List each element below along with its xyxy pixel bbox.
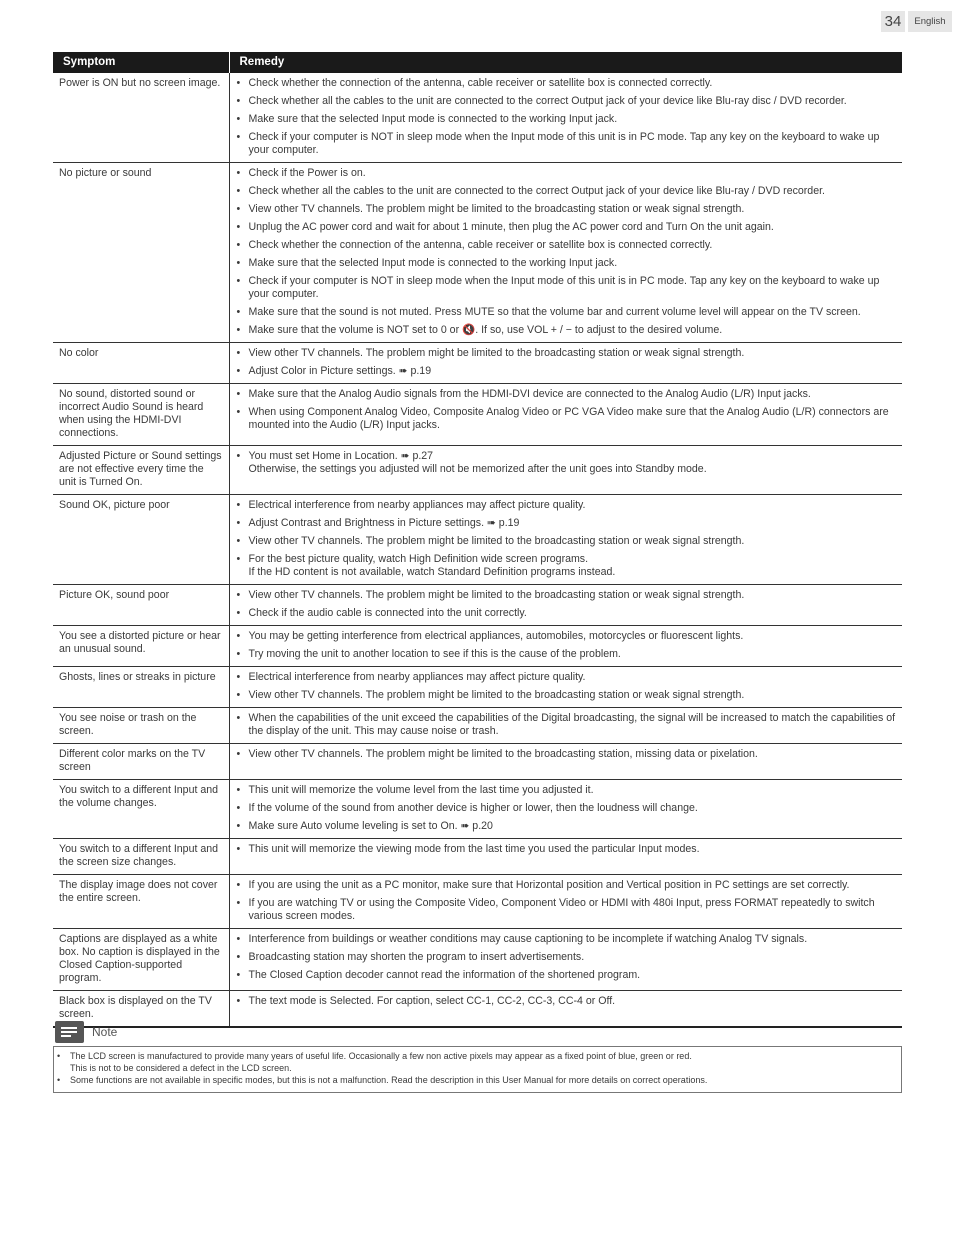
symptom-cell: No picture or sound [53, 163, 229, 343]
remedy-cell [229, 929, 902, 991]
remedy-cell [229, 875, 902, 929]
table-header-row [53, 52, 902, 73]
remedy-item: • View other TV channels. The problem might be limited to the broadcasting station or weak signal strength. [236, 535, 897, 548]
symptom-cell: Ghosts, lines or streaks in picture [53, 667, 229, 708]
symptom-cell: You see noise or trash on the screen. [53, 708, 229, 744]
remedy-cell [229, 495, 902, 585]
table-row [53, 875, 902, 929]
symptom-cell: Power is ON but no screen image. [53, 73, 229, 163]
remedy-item: • View other TV channels. The problem might be limited to the broadcasting station or weak signal strength. [236, 689, 897, 702]
remedy-item: • Make sure that the volume is NOT set to 0 or 🔇. If so, use VOL + / − to adjust to the desired volume. [236, 324, 897, 337]
remedy-item: • If you are watching TV or using the Composite Video, Component Video or HDMI with 480i Input, press FORMAT repeatedly to switch various screen modes. [236, 897, 897, 923]
troubleshooting-table [53, 52, 902, 1028]
table-row [53, 744, 902, 780]
remedy-item: • This unit will memorize the volume level from the last time you adjusted it. [236, 784, 897, 797]
remedy-item: • The Closed Caption decoder cannot read the information of the shortened program. [236, 969, 897, 982]
remedy-column-header: Remedy [229, 52, 902, 73]
remedy-item: • When using Component Analog Video, Composite Analog Video or PC VGA Video make sure that the Analog Audio (L/R) connectors are mounted into the Audio (L/R) Input jacks. [236, 406, 897, 432]
remedy-item: • Check if your computer is NOT in sleep mode when the Input mode of this unit is in PC mode. Tap any key on the keyboard to wake up your computer. [236, 131, 897, 157]
remedy-list [236, 671, 897, 702]
remedy-cell [229, 384, 902, 446]
table-row [53, 929, 902, 991]
table-row [53, 73, 902, 163]
note-list [54, 1050, 901, 1086]
remedy-item: • Make sure that the selected Input mode is connected to the working Input jack. [236, 257, 897, 270]
remedy-item: • If the volume of the sound from another device is higher or lower, then the loudness will change. [236, 802, 897, 815]
remedy-item: • Make sure that the selected Input mode is connected to the working Input jack. [236, 113, 897, 126]
remedy-cell [229, 343, 902, 384]
remedy-item: • You must set Home in Location. ➠ p.27 Otherwise, the settings you adjusted will not be memorized after the unit goes into Standby mode. [236, 450, 897, 476]
table-row [53, 495, 902, 585]
note-box [53, 1046, 902, 1093]
remedy-item: • Check if the Power is on. [236, 167, 897, 180]
note-title: Note [92, 1025, 118, 1039]
remedy-list [236, 347, 897, 378]
remedy-list [236, 589, 897, 620]
remedy-item: • The text mode is Selected. For caption, select CC-1, CC-2, CC-3, CC-4 or Off. [236, 995, 897, 1008]
remedy-item: • Unplug the AC power cord and wait for about 1 minute, then plug the AC power cord and Turn On the unit again. [236, 221, 897, 234]
remedy-cell [229, 73, 902, 163]
remedy-item: • View other TV channels. The problem might be limited to the broadcasting station or weak signal strength. [236, 203, 897, 216]
table-row [53, 384, 902, 446]
symptom-cell: Captions are displayed as a white box. No caption is displayed in the Closed Caption-supported program. [53, 929, 229, 991]
remedy-item: • Try moving the unit to another location to see if this is the cause of the problem. [236, 648, 897, 661]
remedy-list [236, 630, 897, 661]
symptom-cell: No sound, distorted sound or incorrect Audio Sound is heard when using the HDMI-DVI connections. [53, 384, 229, 446]
remedy-item: • View other TV channels. The problem might be limited to the broadcasting station, missing data or pixelation. [236, 748, 897, 761]
remedy-list [236, 499, 897, 579]
table-body [53, 73, 902, 1027]
remedy-item: • If you are using the unit as a PC monitor, make sure that Horizontal position and Vertical position in PC settings are set correctly. [236, 879, 897, 892]
remedy-cell [229, 667, 902, 708]
remedy-cell [229, 585, 902, 626]
symptom-cell: Adjusted Picture or Sound settings are not effective every time the unit is Turned On. [53, 446, 229, 495]
remedy-list [236, 784, 897, 833]
remedy-item: • For the best picture quality, watch High Definition wide screen programs. If the HD content is not available, watch Standard Definition programs instead. [236, 553, 897, 579]
table-row [53, 343, 902, 384]
table-row [53, 839, 902, 875]
symptom-cell: You see a distorted picture or hear an unusual sound. [53, 626, 229, 667]
remedy-item: • Check whether all the cables to the unit are connected to the correct Output jack of your device like Blu-ray / DVD recorder. [236, 185, 897, 198]
note-item: • The LCD screen is manufactured to provide many years of useful life. Occasionally a few non active pixels may appear as a fixed point of blue, green or red. This is not to be considered a defect in the LCD screen. [54, 1050, 901, 1074]
remedy-list [236, 995, 897, 1008]
table-row [53, 626, 902, 667]
remedy-list [236, 712, 897, 738]
remedy-item: • When the capabilities of the unit exceed the capabilities of the Digital broadcasting, the signal will be increased to match the capabilities of the display of the unit. This may cause noise or trash. [236, 712, 897, 738]
symptom-cell: Sound OK, picture poor [53, 495, 229, 585]
remedy-item: • Check whether the connection of the antenna, cable receiver or satellite box is connected correctly. [236, 239, 897, 252]
remedy-cell [229, 163, 902, 343]
remedy-cell [229, 446, 902, 495]
remedy-item: • Check if the audio cable is connected into the unit correctly. [236, 607, 897, 620]
symptom-cell: The display image does not cover the entire screen. [53, 875, 229, 929]
table-row [53, 991, 902, 1028]
note-icon [55, 1021, 84, 1043]
remedy-cell [229, 991, 902, 1028]
remedy-cell [229, 708, 902, 744]
remedy-item: • Adjust Color in Picture settings. ➠ p.19 [236, 365, 897, 378]
symptom-cell: No color [53, 343, 229, 384]
remedy-item: • Check whether the connection of the antenna, cable receiver or satellite box is connected correctly. [236, 77, 897, 90]
symptom-column-header: Symptom [53, 52, 229, 73]
remedy-item: • This unit will memorize the viewing mode from the last time you used the particular Input modes. [236, 843, 897, 856]
remedy-list [236, 388, 897, 432]
remedy-item: • Broadcasting station may shorten the program to insert advertisements. [236, 951, 897, 964]
table-row [53, 163, 902, 343]
table-row [53, 446, 902, 495]
remedy-item: • Check if your computer is NOT in sleep mode when the Input mode of this unit is in PC mode. Tap any key on the keyboard to wake up your computer. [236, 275, 897, 301]
remedy-list [236, 450, 897, 476]
note-item: • Some functions are not available in specific modes, but this is not a malfunction. Read the description in this User Manual for more details on correct operations. [54, 1074, 901, 1086]
language-tab: English [908, 11, 952, 32]
table-row [53, 667, 902, 708]
remedy-item: • Make sure that the Analog Audio signals from the HDMI-DVI device are connected to the Analog Audio (L/R) Input jacks. [236, 388, 897, 401]
remedy-list [236, 933, 897, 982]
remedy-item: • You may be getting interference from electrical appliances, automobiles, motorcycles or fluorescent lights. [236, 630, 897, 643]
table-row [53, 708, 902, 744]
symptom-cell: You switch to a different Input and the screen size changes. [53, 839, 229, 875]
page-number: 34 [881, 11, 905, 32]
remedy-cell [229, 839, 902, 875]
remedy-item: • Make sure that the sound is not muted. Press MUTE so that the volume bar and current volume level will appear on the TV screen. [236, 306, 897, 319]
remedy-item: • Make sure Auto volume leveling is set to On. ➠ p.20 [236, 820, 897, 833]
remedy-item: • Electrical interference from nearby appliances may affect picture quality. [236, 499, 897, 512]
remedy-item: • Electrical interference from nearby appliances may affect picture quality. [236, 671, 897, 684]
remedy-list [236, 748, 897, 761]
remedy-item: • Check whether all the cables to the unit are connected to the correct Output jack of your device like Blu-ray disc / DVD recorder. [236, 95, 897, 108]
symptom-cell: Black box is displayed on the TV screen. [53, 991, 229, 1028]
symptom-cell: You switch to a different Input and the volume changes. [53, 780, 229, 839]
remedy-cell [229, 626, 902, 667]
remedy-item: • Interference from buildings or weather conditions may cause captioning to be incomplete if watching Analog TV signals. [236, 933, 897, 946]
remedy-list [236, 77, 897, 157]
symptom-cell: Picture OK, sound poor [53, 585, 229, 626]
table-row [53, 585, 902, 626]
remedy-list [236, 167, 897, 337]
table-row [53, 780, 902, 839]
remedy-item: • Adjust Contrast and Brightness in Picture settings. ➠ p.19 [236, 517, 897, 530]
remedy-list [236, 843, 897, 856]
remedy-item: • View other TV channels. The problem might be limited to the broadcasting station or weak signal strength. [236, 347, 897, 360]
remedy-list [236, 879, 897, 923]
remedy-item: • View other TV channels. The problem might be limited to the broadcasting station or weak signal strength. [236, 589, 897, 602]
remedy-cell [229, 744, 902, 780]
remedy-cell [229, 780, 902, 839]
symptom-cell: Different color marks on the TV screen [53, 744, 229, 780]
